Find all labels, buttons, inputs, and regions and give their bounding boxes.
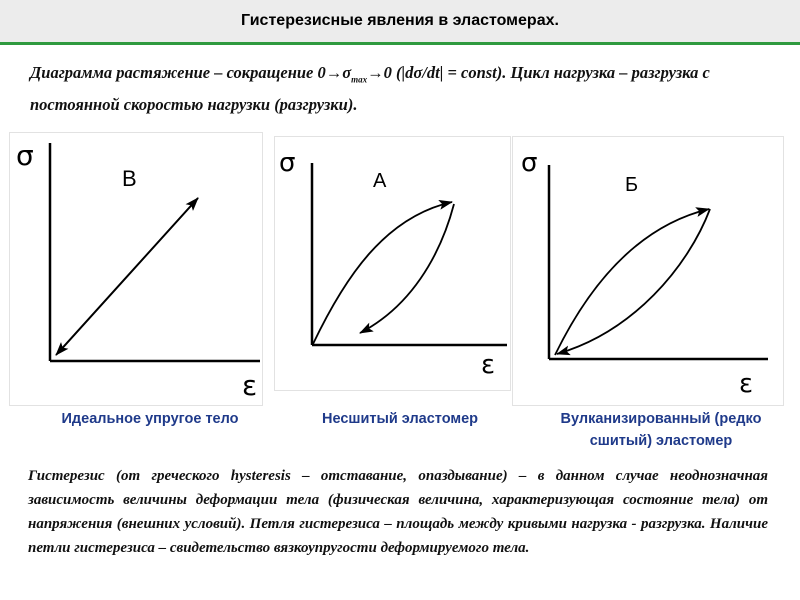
y-axis-label: σ xyxy=(16,139,34,172)
diagram-vulcanized xyxy=(513,137,783,405)
caption-uncrosslinked: Несшитый эластомер xyxy=(321,411,479,427)
intro-part-1: Диаграмма растяжение – сокращение 0→σ xyxy=(30,63,352,82)
caption-vulcanized: Вулканизированный (редко сшитый) эластомер xyxy=(560,411,762,449)
y-axis-label: σ xyxy=(521,148,538,178)
unloading-curve xyxy=(360,204,454,333)
x-axis-label: ε xyxy=(739,369,754,399)
panel-letter: В xyxy=(122,166,137,191)
panel-letter: Б xyxy=(625,174,639,196)
x-axis-label: ε xyxy=(481,350,496,380)
hysteresis-definition: Гистерезис (от греческого hysteresis – отставание, опаздывание) – в данном случае неоднозначная зависимость величины деформации тела (физическая величина, характеризующая состояние тела) от напряжения (внешних условий). Петля гистерезиса – площадь между кривыми нагрузка - разгрузка. Наличие петли гистерезиса – свидетельство вязкоупругости деформируемого тела. xyxy=(28,468,768,556)
caption-ideal-elastic: Идеальное упругое тело xyxy=(61,411,239,427)
diagram-uncrosslinked xyxy=(275,137,510,390)
intro-text xyxy=(30,60,780,118)
panel-letter: А xyxy=(373,170,387,192)
unloading-curve xyxy=(557,209,710,354)
loading-curve xyxy=(555,209,709,355)
intro-part-2: →0 (|dσ/dt| = const). Цикл нагрузка – разгрузка с постоянной скоростью нагрузки (разгрузки). xyxy=(30,63,710,115)
diagram-ideal-elastic xyxy=(10,133,262,405)
ideal-elastic-plot xyxy=(10,133,262,405)
x-axis-label: ε xyxy=(242,369,258,402)
uncrosslinked-plot xyxy=(275,137,510,390)
unloading-arrow xyxy=(56,198,198,355)
intro-subscript: max xyxy=(351,74,368,85)
y-axis-label: σ xyxy=(279,148,296,178)
loading-curve xyxy=(313,202,452,344)
vulcanized-plot xyxy=(513,137,783,405)
slide-title: Гистерезисные явления в эластомерах. xyxy=(241,12,559,29)
title-divider xyxy=(0,42,800,45)
